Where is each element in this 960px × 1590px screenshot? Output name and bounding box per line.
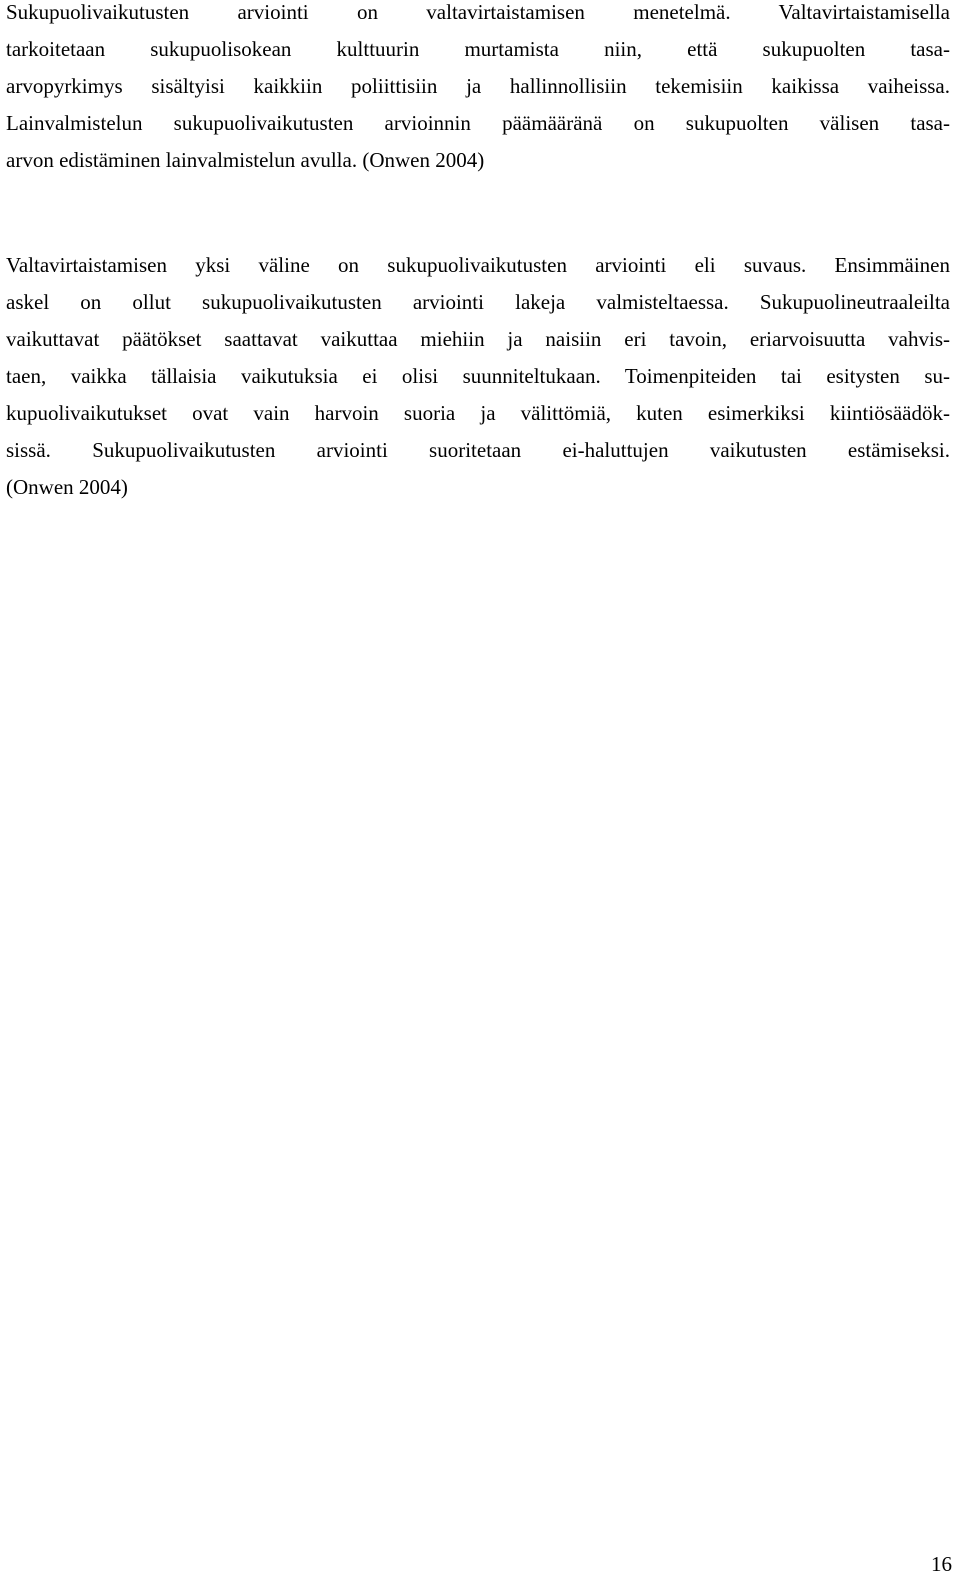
paragraph-1 (6, 0, 950, 179)
paragraph-line: kupuolivaikutukset ovat vain harvoin suoria ja välittömiä, kuten esimerkiksi kiintiösäädök- (6, 401, 950, 425)
paragraph-line: Sukupuolivaikutusten arviointi on valtavirtaistamisen menetelmä. Valtavirtaistamisella (6, 0, 950, 24)
paragraph-line: sissä. Sukupuolivaikutusten arviointi suoritetaan ei-haluttujen vaikutusten estämiseksi. (6, 438, 950, 462)
page-number: 16 (931, 1552, 952, 1576)
paragraph-line: askel on ollut sukupuolivaikutusten arviointi lakeja valmisteltaessa. Sukupuolineutraaleilta (6, 290, 950, 314)
paragraph-line: tarkoitetaan sukupuolisokean kulttuurin murtamista niin, että sukupuolten tasa- (6, 37, 950, 61)
paragraph-line: taen, vaikka tällaisia vaikutuksia ei olisi suunniteltukaan. Toimenpiteiden tai esitysten su- (6, 364, 950, 388)
paragraph-line: Lainvalmistelun sukupuolivaikutusten arvioinnin päämääränä on sukupuolten välisen tasa- (6, 111, 950, 135)
paragraph-line: arvopyrkimys sisältyisi kaikkiin poliittisiin ja hallinnollisiin tekemisiin kaikissa vaiheissa. (6, 74, 950, 98)
paragraph-2 (6, 247, 950, 506)
paragraph-line: vaikuttavat päätökset saattavat vaikuttaa miehiin ja naisiin eri tavoin, eriarvoisuutta vahvis- (6, 327, 950, 351)
paragraph-line: (Onwen 2004) (6, 475, 128, 499)
paragraph-line: Valtavirtaistamisen yksi väline on sukupuolivaikutusten arviointi eli suvaus. Ensimmäinen (6, 253, 950, 277)
paragraph-line: arvon edistäminen lainvalmistelun avulla. (Onwen 2004) (6, 148, 485, 172)
